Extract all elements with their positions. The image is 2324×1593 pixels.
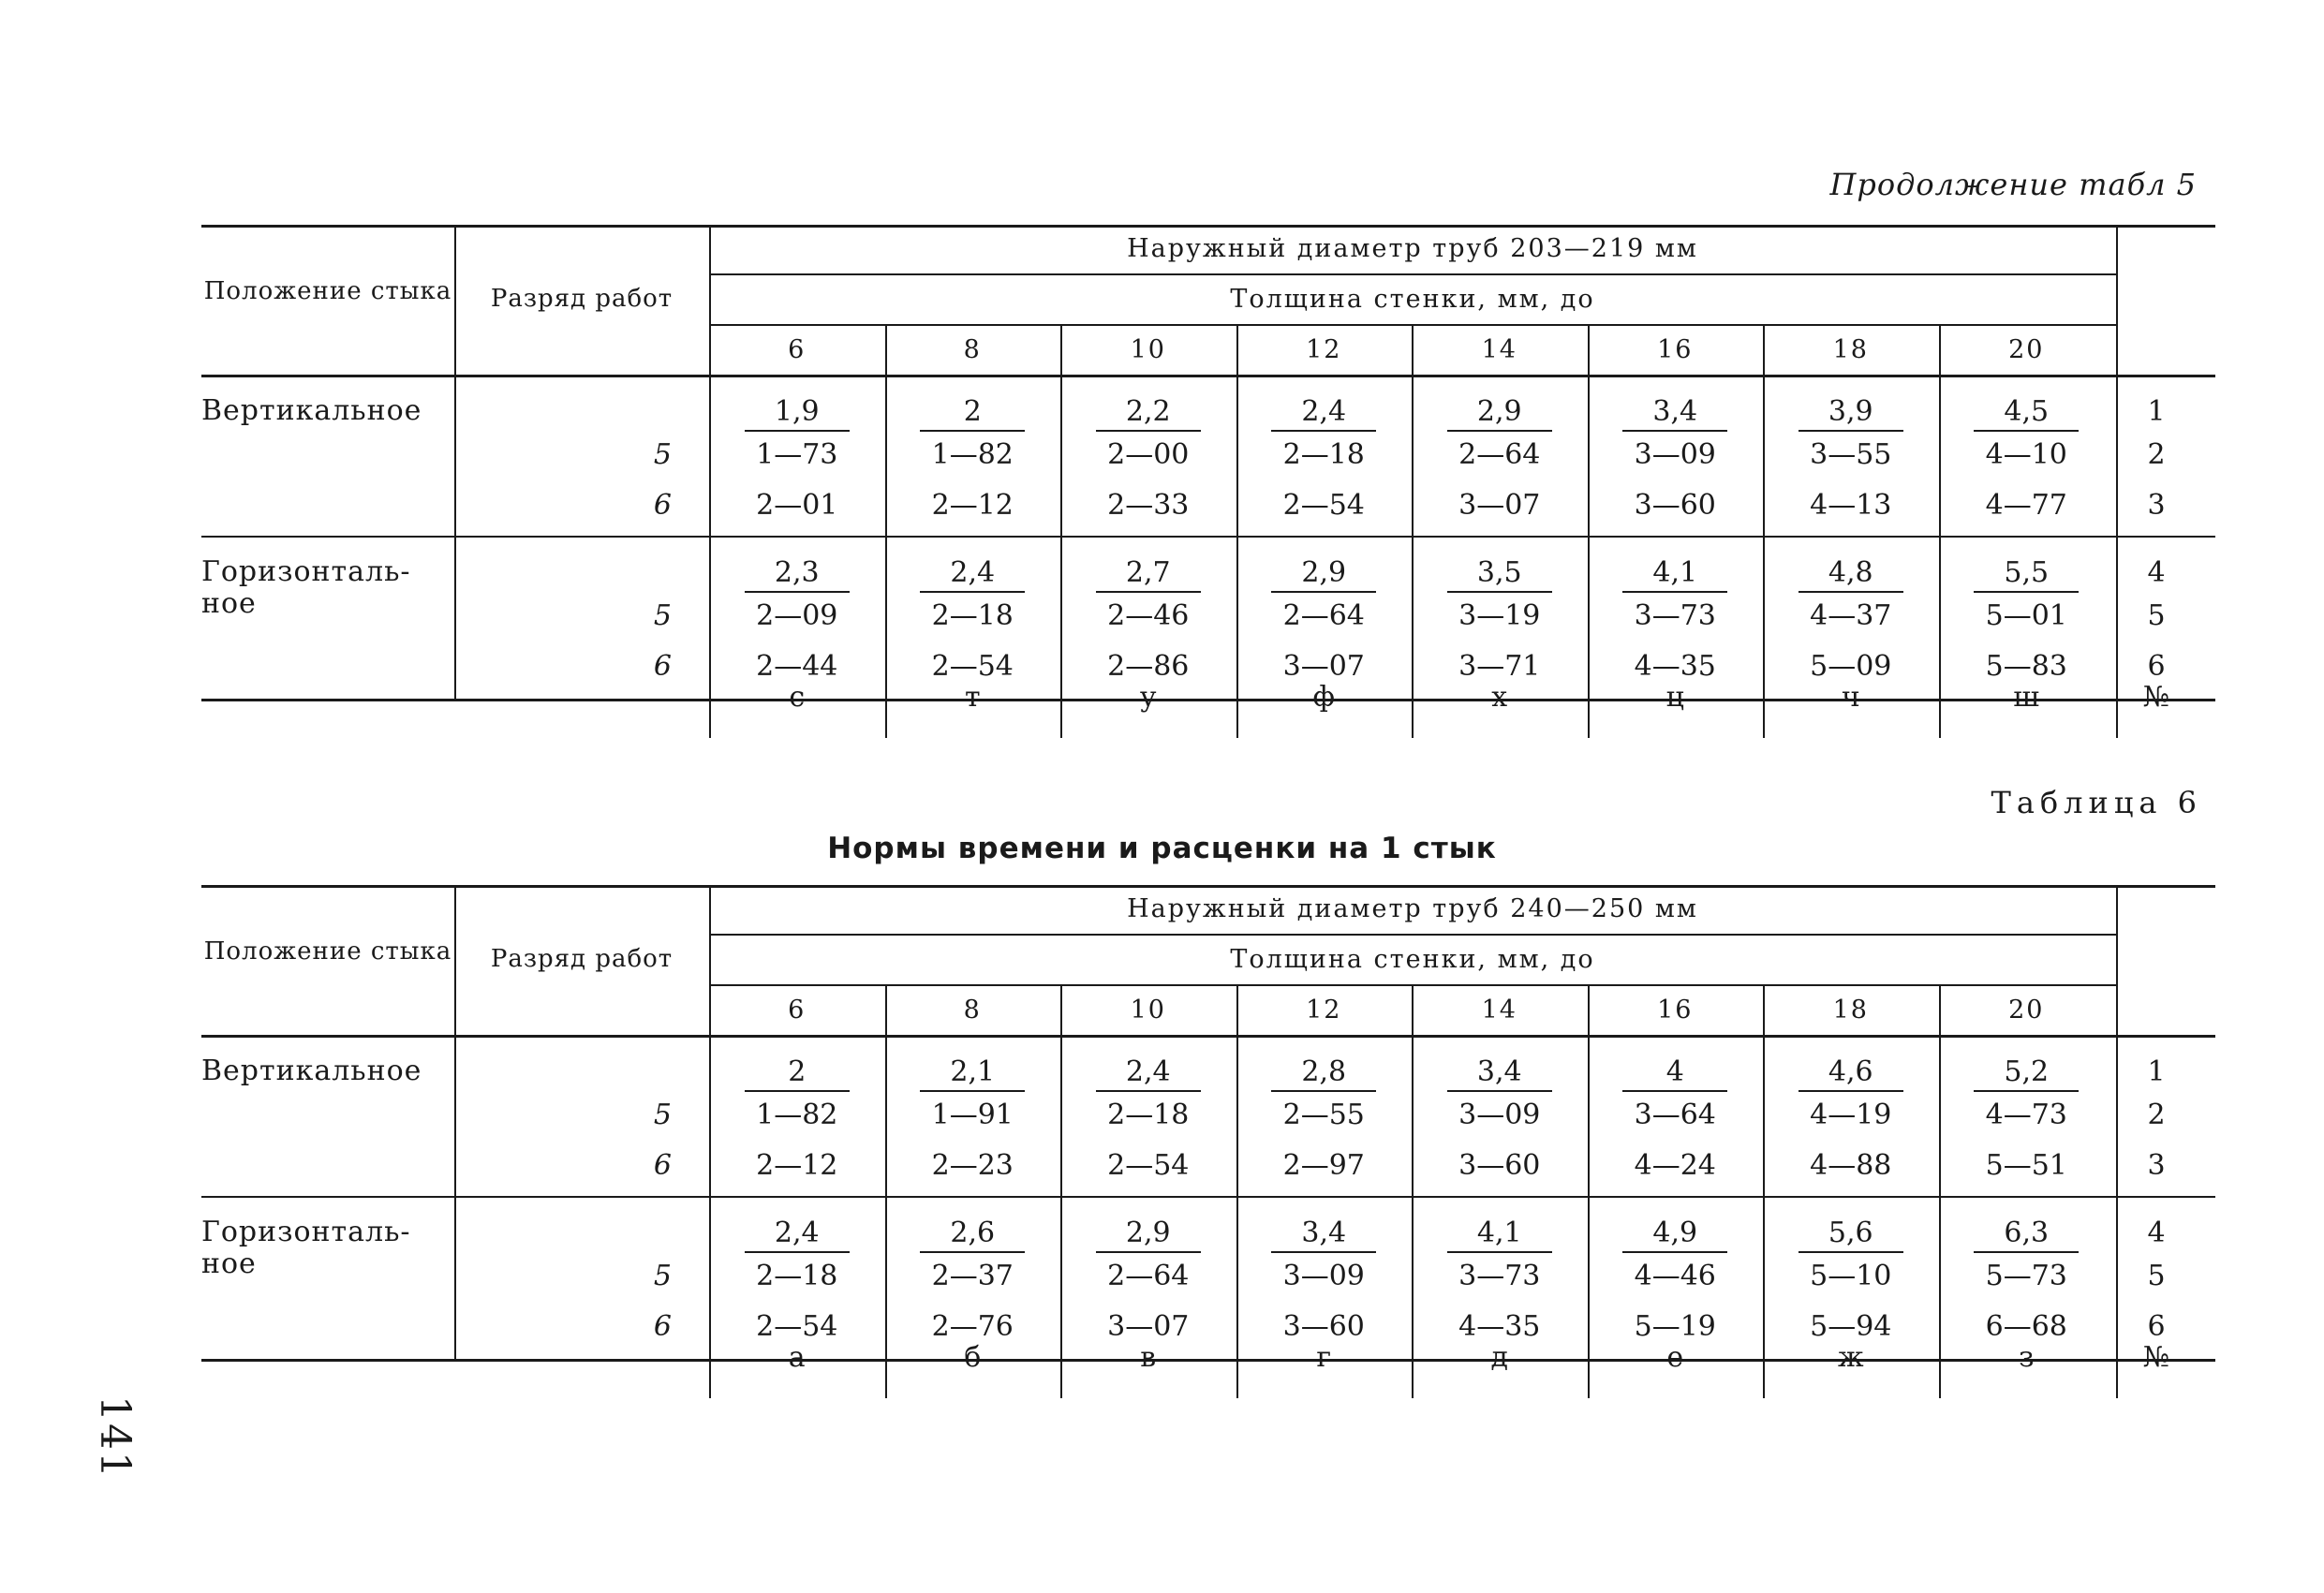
rate-value: 3—19 (1458, 599, 1541, 632)
norm-time-value: 4,1 (1588, 556, 1764, 589)
header-diameter-label: Наружный диаметр труб 203—219 мм (1127, 234, 1698, 263)
rate-value: 3—73 (1458, 1260, 1541, 1292)
rate-value: 3—60 (1458, 1149, 1541, 1182)
row-number: 2 (2147, 438, 2166, 471)
thickness-col-header: 16 (1657, 996, 1694, 1025)
norm-time-value: 3,4 (1412, 1055, 1588, 1088)
grade-cell: 5 (653, 599, 672, 632)
rate-value: 2—23 (931, 1149, 1014, 1182)
norm-time-value: 2,2 (1060, 395, 1236, 428)
grade-cell: 6 (653, 650, 672, 683)
rate-value: 4—46 (1634, 1260, 1716, 1292)
thickness-col-header: 12 (1306, 335, 1342, 364)
thickness-col-header: 16 (1657, 335, 1694, 364)
rate-value: 2—00 (1107, 438, 1190, 471)
column-letter: ц (1665, 681, 1684, 714)
rate-value: 1—82 (756, 1099, 838, 1131)
rate-value: 3—60 (1282, 1310, 1365, 1343)
rate-value: 3—07 (1458, 489, 1541, 522)
thickness-col-header: 12 (1306, 996, 1342, 1025)
row-number: 1 (2147, 395, 2166, 428)
column-letter: г (1316, 1341, 1332, 1374)
norm-time-value: 4,6 (1763, 1055, 1939, 1088)
rate-value: 4—35 (1458, 1310, 1541, 1343)
norm-time-value: 2,6 (885, 1217, 1061, 1249)
column-letter: у (1139, 681, 1157, 714)
group-label: Вертикальное (201, 394, 422, 427)
thickness-col-header: 10 (1130, 335, 1166, 364)
rate-value: 2—18 (1107, 1099, 1190, 1131)
norm-time-value: 2,4 (885, 556, 1061, 589)
rate-value: 3—07 (1282, 650, 1365, 683)
rate-value: 2—54 (756, 1310, 838, 1343)
row-number: 3 (2147, 1149, 2166, 1182)
column-letter: б (964, 1341, 982, 1374)
column-letter: е (1666, 1341, 1684, 1374)
rate-value: 4—24 (1634, 1149, 1716, 1182)
thickness-col-header: 18 (1832, 996, 1869, 1025)
norm-time-value: 2,9 (1060, 1217, 1236, 1249)
rule-line (201, 1196, 2215, 1198)
rate-value: 6—68 (1985, 1310, 2067, 1343)
rate-value: 2—76 (931, 1310, 1014, 1343)
grade-cell: 5 (653, 438, 672, 471)
rate-value: 2—18 (1282, 438, 1365, 471)
norm-time-value: 4 (1588, 1055, 1764, 1088)
header-position-label: Положение стыка (203, 277, 452, 305)
norm-time-value: 2 (709, 1055, 885, 1088)
row-number: 3 (2147, 489, 2166, 522)
row-number: 2 (2147, 1099, 2166, 1131)
thickness-col-header: 14 (1481, 996, 1517, 1025)
rate-value: 3—07 (1107, 1310, 1190, 1343)
group-label: Горизонталь- ное (201, 555, 411, 620)
rate-value: 2—18 (931, 599, 1014, 632)
rate-value: 4—35 (1634, 650, 1716, 683)
rate-value: 2—64 (1458, 438, 1541, 471)
row-number: 6 (2147, 650, 2166, 683)
norm-time-value: 5,6 (1763, 1217, 1939, 1249)
norm-time-value: 3,4 (1236, 1217, 1413, 1249)
rate-value: 2—54 (1282, 489, 1365, 522)
norm-time-value: 2,7 (1060, 556, 1236, 589)
norm-time-value: 3,5 (1412, 556, 1588, 589)
header-grade-label: Разряд работ (490, 285, 674, 313)
header-thickness-label: Толщина стенки, мм, до (1230, 285, 1595, 314)
grade-cell: 6 (653, 489, 672, 522)
row-number: 4 (2147, 556, 2166, 589)
rule-line (201, 1035, 2215, 1038)
row-number: 1 (2147, 1055, 2166, 1088)
rule-line (201, 885, 2215, 888)
rate-value: 2—97 (1282, 1149, 1365, 1182)
norm-time-value: 2,4 (1060, 1055, 1236, 1088)
thickness-col-header: 18 (1832, 335, 1869, 364)
rule-line (709, 934, 2116, 936)
rate-value: 2—54 (1107, 1149, 1190, 1182)
header-diameter-label: Наружный диаметр труб 240—250 мм (1127, 894, 1698, 923)
rate-value: 1—73 (756, 438, 838, 471)
rate-value: 2—44 (756, 650, 838, 683)
grade-cell: 5 (653, 1099, 672, 1131)
row-number: 5 (2147, 1260, 2166, 1292)
rate-value: 2—12 (756, 1149, 838, 1182)
rate-value: 2—64 (1282, 599, 1365, 632)
norm-time-value: 2,4 (709, 1217, 885, 1249)
rate-value: 3—60 (1634, 489, 1716, 522)
thickness-col-header: 10 (1130, 996, 1166, 1025)
column-letter: ш (2013, 681, 2040, 714)
norm-time-value: 1,9 (709, 395, 885, 428)
grade-cell: 6 (653, 1310, 672, 1343)
column-letter: з (2019, 1341, 2035, 1374)
norm-time-value: 2,9 (1236, 556, 1413, 589)
rate-value: 5—51 (1985, 1149, 2067, 1182)
rate-value: 2—54 (931, 650, 1014, 683)
rate-value: 2—86 (1107, 650, 1190, 683)
rate-value: 2—01 (756, 489, 838, 522)
thickness-col-header: 8 (963, 335, 982, 364)
rate-value: 2—18 (756, 1260, 838, 1292)
rate-value: 3—73 (1634, 599, 1716, 632)
rate-value: 4—10 (1985, 438, 2067, 471)
thickness-col-header: 8 (963, 996, 982, 1025)
norm-time-value: 2 (885, 395, 1061, 428)
rate-value: 5—09 (1810, 650, 1892, 683)
continuation-caption: Продолжение табл 5 (1829, 167, 2197, 202)
header-position-label: Положение стыка (203, 937, 452, 966)
column-letter: д (1490, 1341, 1508, 1374)
rate-value: 2—12 (931, 489, 1014, 522)
grade-cell: 5 (653, 1260, 672, 1292)
norm-time-value: 5,2 (1939, 1055, 2115, 1088)
thickness-col-header: 6 (788, 335, 807, 364)
row-number: 4 (2147, 1217, 2166, 1249)
norm-time-value: 2,9 (1412, 395, 1588, 428)
norm-time-value: 2,1 (885, 1055, 1061, 1088)
rate-value: 5—94 (1810, 1310, 1892, 1343)
rate-value: 1—82 (931, 438, 1014, 471)
rate-value: 3—55 (1810, 438, 1892, 471)
column-letter: ч (1841, 681, 1860, 714)
norm-time-value: 3,4 (1588, 395, 1764, 428)
column-letter: х (1491, 681, 1508, 714)
norm-time-value: 2,8 (1236, 1055, 1413, 1088)
row-number: 5 (2147, 599, 2166, 632)
column-letter: ф (1312, 681, 1335, 714)
rate-value: 5—83 (1985, 650, 2067, 683)
rate-value: 1—91 (931, 1099, 1014, 1131)
grade-cell: 6 (653, 1149, 672, 1182)
column-letter: в (1140, 1341, 1157, 1374)
table6-caption: Таблица 6 (1991, 785, 2202, 820)
column-letter: т (964, 681, 981, 714)
rule-line (201, 225, 2215, 228)
thickness-col-header: 6 (788, 996, 807, 1025)
rate-value: 5—19 (1634, 1310, 1716, 1343)
norm-time-value: 6,3 (1939, 1217, 2115, 1249)
rate-value: 2—33 (1107, 489, 1190, 522)
number-sign: № (2142, 681, 2170, 714)
rule-line (201, 536, 2215, 538)
rate-value: 2—55 (1282, 1099, 1365, 1131)
thickness-col-header: 20 (2008, 335, 2045, 364)
rate-value: 3—09 (1634, 438, 1716, 471)
row-number: 6 (2147, 1310, 2166, 1343)
page-number: 141 (91, 1395, 139, 1480)
rate-value: 4—13 (1810, 489, 1892, 522)
norm-time-value: 4,1 (1412, 1217, 1588, 1249)
rate-value: 4—77 (1985, 489, 2067, 522)
header-thickness-label: Толщина стенки, мм, до (1230, 945, 1595, 974)
column-letter: ж (1837, 1341, 1864, 1374)
rule-line (709, 273, 2116, 275)
norm-time-value: 5,5 (1939, 556, 2115, 589)
rate-value: 5—73 (1985, 1260, 2067, 1292)
group-label: Вертикальное (201, 1055, 422, 1087)
norm-time-value: 4,5 (1939, 395, 2115, 428)
column-letter: а (788, 1341, 806, 1374)
norm-time-value: 4,8 (1763, 556, 1939, 589)
rate-value: 4—88 (1810, 1149, 1892, 1182)
rate-value: 3—09 (1282, 1260, 1365, 1292)
rate-value: 2—46 (1107, 599, 1190, 632)
thickness-col-header: 20 (2008, 996, 2045, 1025)
thickness-col-header: 14 (1481, 335, 1517, 364)
norm-time-value: 4,9 (1588, 1217, 1764, 1249)
table6-title: Нормы времени и расценки на 1 стык (827, 832, 1497, 865)
norm-time-value: 3,9 (1763, 395, 1939, 428)
rate-value: 4—19 (1810, 1099, 1892, 1131)
norm-time-value: 2,4 (1236, 395, 1413, 428)
rate-value: 3—64 (1634, 1099, 1716, 1131)
group-label: Горизонталь- ное (201, 1216, 411, 1280)
rule-line (201, 375, 2215, 377)
rate-value: 4—37 (1810, 599, 1892, 632)
norm-time-value: 2,3 (709, 556, 885, 589)
rate-value: 3—71 (1458, 650, 1541, 683)
rate-value: 4—73 (1985, 1099, 2067, 1131)
rate-value: 3—09 (1458, 1099, 1541, 1131)
rate-value: 5—10 (1810, 1260, 1892, 1292)
header-grade-label: Разряд работ (490, 945, 674, 973)
rate-value: 2—37 (931, 1260, 1014, 1292)
number-sign: № (2142, 1341, 2170, 1374)
column-letter: с (789, 681, 806, 714)
rate-value: 2—64 (1107, 1260, 1190, 1292)
rate-value: 2—09 (756, 599, 838, 632)
rate-value: 5—01 (1985, 599, 2067, 632)
